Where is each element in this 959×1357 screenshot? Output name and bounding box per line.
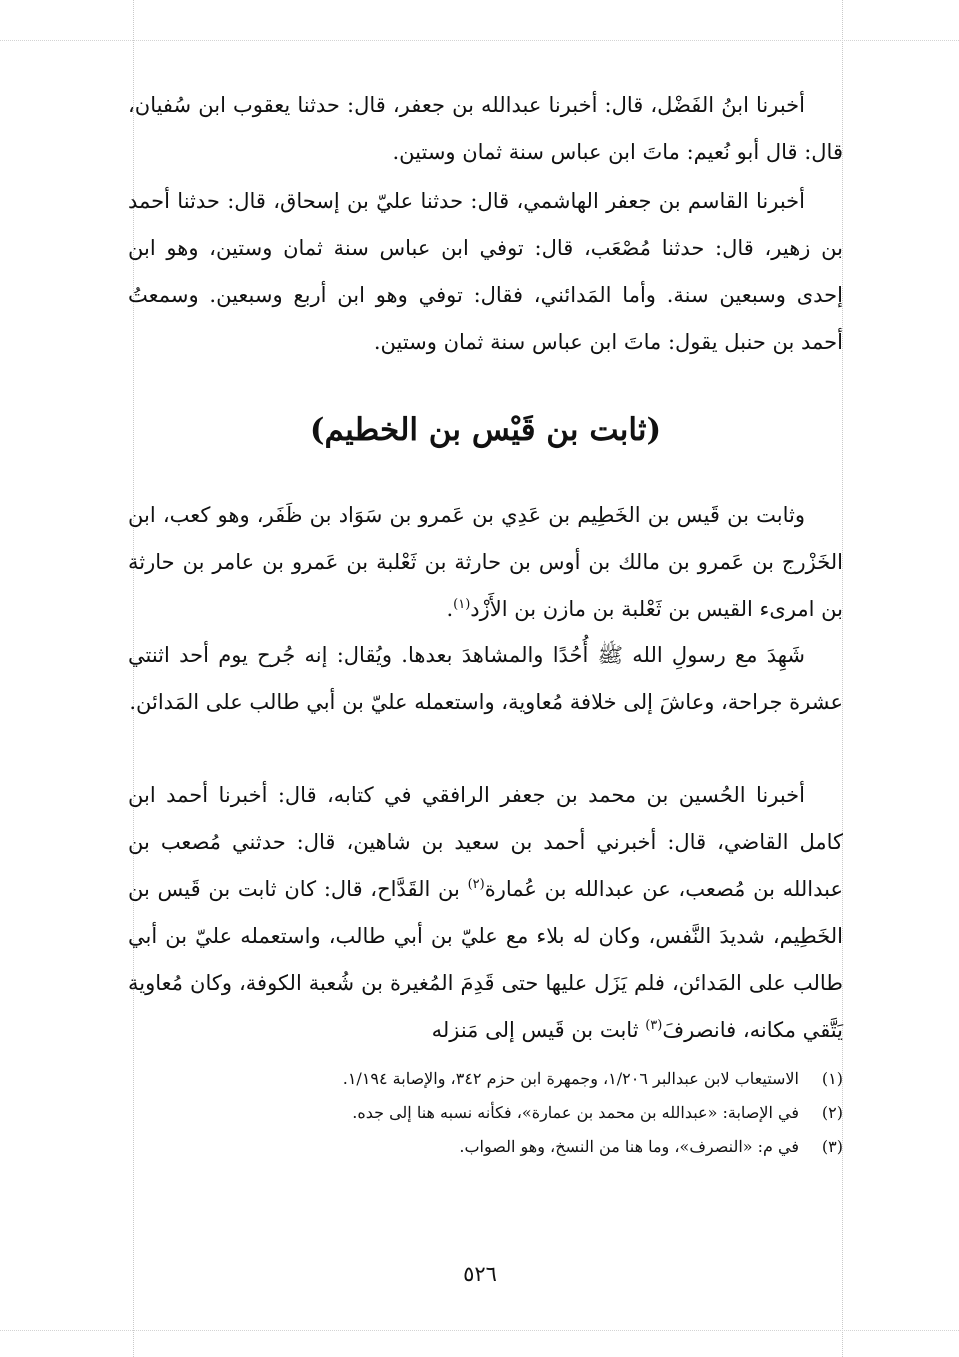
paragraph-text: أخبرنا القاسم بن جعفر الهاشمي، قال: حدثنا عليّ بن إسحاق، قال: حدثنا أحمد بن زهير، قال: حدثنا مُصْعَب، قال: توفي ابن عباس سنة ثمان وستين، وهو ابن إحدى وسبعين سنة. وأما المَدائني، فقال: توفي وهو ابن أربع وسبعين. وسمعتُ أحمد بن حنبل يقول: ماتَ ابن عباس سنة ثمان وستين. [128, 189, 843, 354]
footnote-number: (٣) [821, 1137, 843, 1156]
paragraph-text-part: ثابت بن قَيس إلى مَنزله [431, 1018, 646, 1042]
section-heading: (ثابت بن قَيْس بن الخطيم) [309, 412, 662, 448]
paragraph-2 [128, 178, 843, 366]
paragraph-5 [128, 772, 843, 1054]
footnotes [128, 1062, 843, 1164]
paragraph-text-main: وثابت بن قَيس بن الخَطِيم بن عَدِي بن عَمرو بن سَوَاد بن ظَفَر، وهو كعب، ابن الخَزْرج بن عَمرو بن مالك بن أوس بن حارثة بن ثَعْلبة بن عَمرو بن عامر بن حارثة بن امرىء القيس بن ثَعْلبة بن مازن بن الأَزْد [128, 503, 843, 621]
footnote-ref-1: (١) [453, 597, 471, 612]
paragraph-text-end: . [446, 597, 454, 621]
footnote-text: في الإصابة: «عبدالله بن محمد بن عمارة»، فكأنه نسبه هنا إلى جده. [352, 1103, 799, 1122]
paragraph-text-part: أخبرنا الحُسين بن محمد بن جعفر الرافقي في كتابه، قال: أخبرنا أحمد ابن كامل القاضي، قال: أخبرني أحمد بن سعيد بن شاهين، قال: حدثني مُصعب بن عبدالله بن مُصعب، عن عبدالله بن عُمارة [128, 783, 843, 901]
footnote-ref-3: (٣) [645, 1018, 663, 1033]
paragraph-3 [128, 492, 843, 633]
footnote-number: (١) [821, 1069, 843, 1088]
footnote-number: (٢) [821, 1103, 843, 1122]
footnote-text: الاستيعاب لابن عبدالبر ١/٢٠٦، وجمهرة ابن حزم ٣٤٢، والإصابة ١/١٩٤. [342, 1069, 799, 1088]
footnote-item [128, 1062, 843, 1096]
footnote-item [128, 1130, 843, 1164]
scan-guide-line [0, 40, 959, 41]
page-number: ٥٢٦ [463, 1262, 497, 1286]
paragraph-text [128, 772, 843, 1054]
scan-guide-line [0, 1330, 959, 1331]
paragraph-text [128, 492, 843, 633]
paragraph-text: أخبرنا ابنُ الفَضْل، قال: أخبرنا عبدالله بن جعفر، قال: حدثنا يعقوب ابن سُفيان، قال: قال أبو نُعيم: ماتَ ابن عباس سنة ثمان وستين. [128, 93, 843, 164]
footnote-text: في م: «النصرف»، وما هنا من النسخ، وهو الصواب. [459, 1137, 799, 1156]
paragraph-4 [128, 632, 843, 726]
footnote-ref-2: (٢) [467, 877, 485, 892]
paragraph-1 [128, 82, 843, 176]
footnote-item [128, 1096, 843, 1130]
paragraph-text-part: بن القَدَّاح، قال: كان ثابت بن قَيس بن الخَطِيم، شديدَ النَّفس، وكان له بلاء مع عليّ بن أبي طالب، واستعمله عليّ بن أبي طالب على المَدائن، فلم يَزَل عليها حتى قَدِمَ المُغيرة بن شُعبة الكوفة، وكان مُعاوية يَتَّقي مكانه، فانصرفَ [128, 877, 843, 1042]
paragraph-text: شَهِدَ مع رسولِ الله ﷺ أُحُدًا والمشاهدَ بعدها. ويُقال: إنه جُرح يوم أحد اثنتي عشرة جراحة، وعاشَ إلى خلافة مُعاوية، واستعمله عليّ بن أبي طالب على المَدائن. [128, 643, 843, 714]
